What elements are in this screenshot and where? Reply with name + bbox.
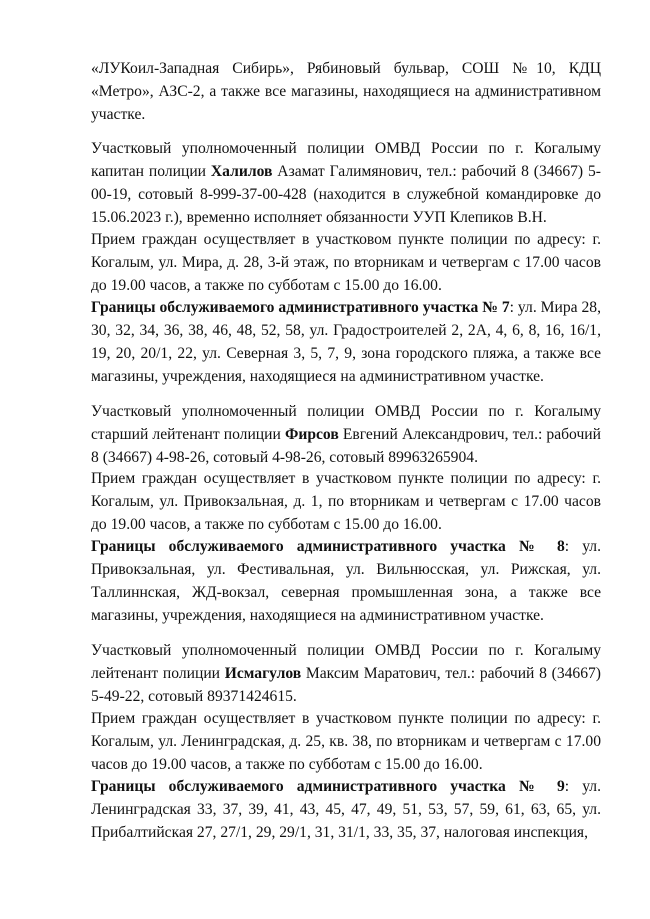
officer-intro-text: Участковый уполномоченный полиции ОМВД России по г. Когалыму старший лейтенант полиции (91, 403, 601, 443)
boundaries-heading: Границы обслуживаемого административного участка № 7 (91, 299, 510, 316)
boundaries-section-9 (91, 775, 601, 844)
officer-info-firsov (91, 400, 601, 469)
boundaries-text: : ул. Ленинградская 33, 37, 39, 41, 43, 45, 47, 49, 51, 53, 57, 59, 61, 63, 65, ул. Прибалтийская 27, 27/1, 29, 29/1, 31, 31/1, 33, 35, 37, налоговая инспекция, (91, 778, 601, 841)
officer-details-text: Евгений Александрович, тел.: рабочий 8 (34667) 4-98-26, сотовый 4-98-26, сотовый 89963265904. (91, 426, 601, 466)
officer-surname: Исмагулов (224, 665, 302, 682)
reception-info-section-9 (91, 707, 601, 776)
officer-surname: Халилов (210, 163, 273, 180)
paragraph-text: «ЛУКоил-Западная Сибирь», Рябиновый бульвар, СОШ №10, КДЦ «Метро», АЗС-2, а также все магазины, находящиеся на административном участке. (91, 60, 601, 123)
officer-details-text: Азамат Галимянович, тел.: рабочий 8 (34667) 5-00-19, сотовый 8-999-37-00-428 (находится в служебной командировке до 15.06.2023 г.), временно исполняет обязанности УУП Клепиков В.Н. (91, 163, 602, 226)
boundaries-heading: Границы обслуживаемого административного участка № 8 (91, 538, 565, 555)
officer-surname: Фирсов (284, 426, 339, 443)
reception-info-section-8 (91, 467, 601, 536)
officer-info-khalilov (91, 137, 601, 229)
boundaries-section-8 (91, 535, 601, 627)
officer-intro-text: Участковый уполномоченный полиции ОМВД России по г. Когалыму капитан полиции (91, 140, 601, 180)
officer-intro-text: Участковый уполномоченный полиции ОМВД России по г. Когалыму лейтенант полиции (91, 642, 601, 682)
reception-info-section-7 (91, 228, 601, 297)
paragraph-continuation-boundaries (91, 57, 601, 126)
boundaries-text: : ул. Мира 28, 30, 32, 34, 36, 38, 46, 48, 52, 58, ул. Градостроителей 2, 2А, 4, 6, 8, 16, 16/1, 19, 20, 20/1, 22, ул. Северная 3, 5, 7, 9, зона городского пляжа, а также все магазины, учреждения, находящиеся на административном участке. (91, 299, 602, 385)
boundaries-heading: Границы обслуживаемого административного участка № 9 (91, 778, 565, 795)
paragraph-text: Прием граждан осуществляет в участковом пункте полиции по адресу: г. Когалым, ул. Ленинградская, д. 25, кв. 38, по вторникам и четвергам с 17.00 часов до 19.00 часов, а также по субботам с 15.00 до 16.00. (91, 710, 601, 773)
officer-info-ismagulov (91, 639, 601, 708)
paragraph-text: Прием граждан осуществляет в участковом пункте полиции по адресу: г. Когалым, ул. Мира, д. 28, 3-й этаж, по вторникам и четвергам с 17.00 часов до 19.00 часов, а также по субботам с 15.00 до 16.00. (91, 231, 601, 294)
boundaries-section-7 (91, 296, 601, 388)
boundaries-text: : ул. Привокзальная, ул. Фестивальная, ул. Вильнюсская, ул. Рижская, ул. Таллиннская, ЖД-вокзал, северная промышленная зона, а также все магазины, учреждения, находящиеся на административном участке. (91, 538, 601, 624)
paragraph-text: Прием граждан осуществляет в участковом пункте полиции по адресу: г. Когалым, ул. Привокзальная, д. 1, по вторникам и четвергам с 17.00 часов до 19.00 часов, а также по субботам с 15.00 до 16.00. (91, 470, 601, 533)
officer-details-text: Максим Маратович, тел.: рабочий 8 (34667) 5-49-22, сотовый 89371424615. (91, 665, 601, 705)
